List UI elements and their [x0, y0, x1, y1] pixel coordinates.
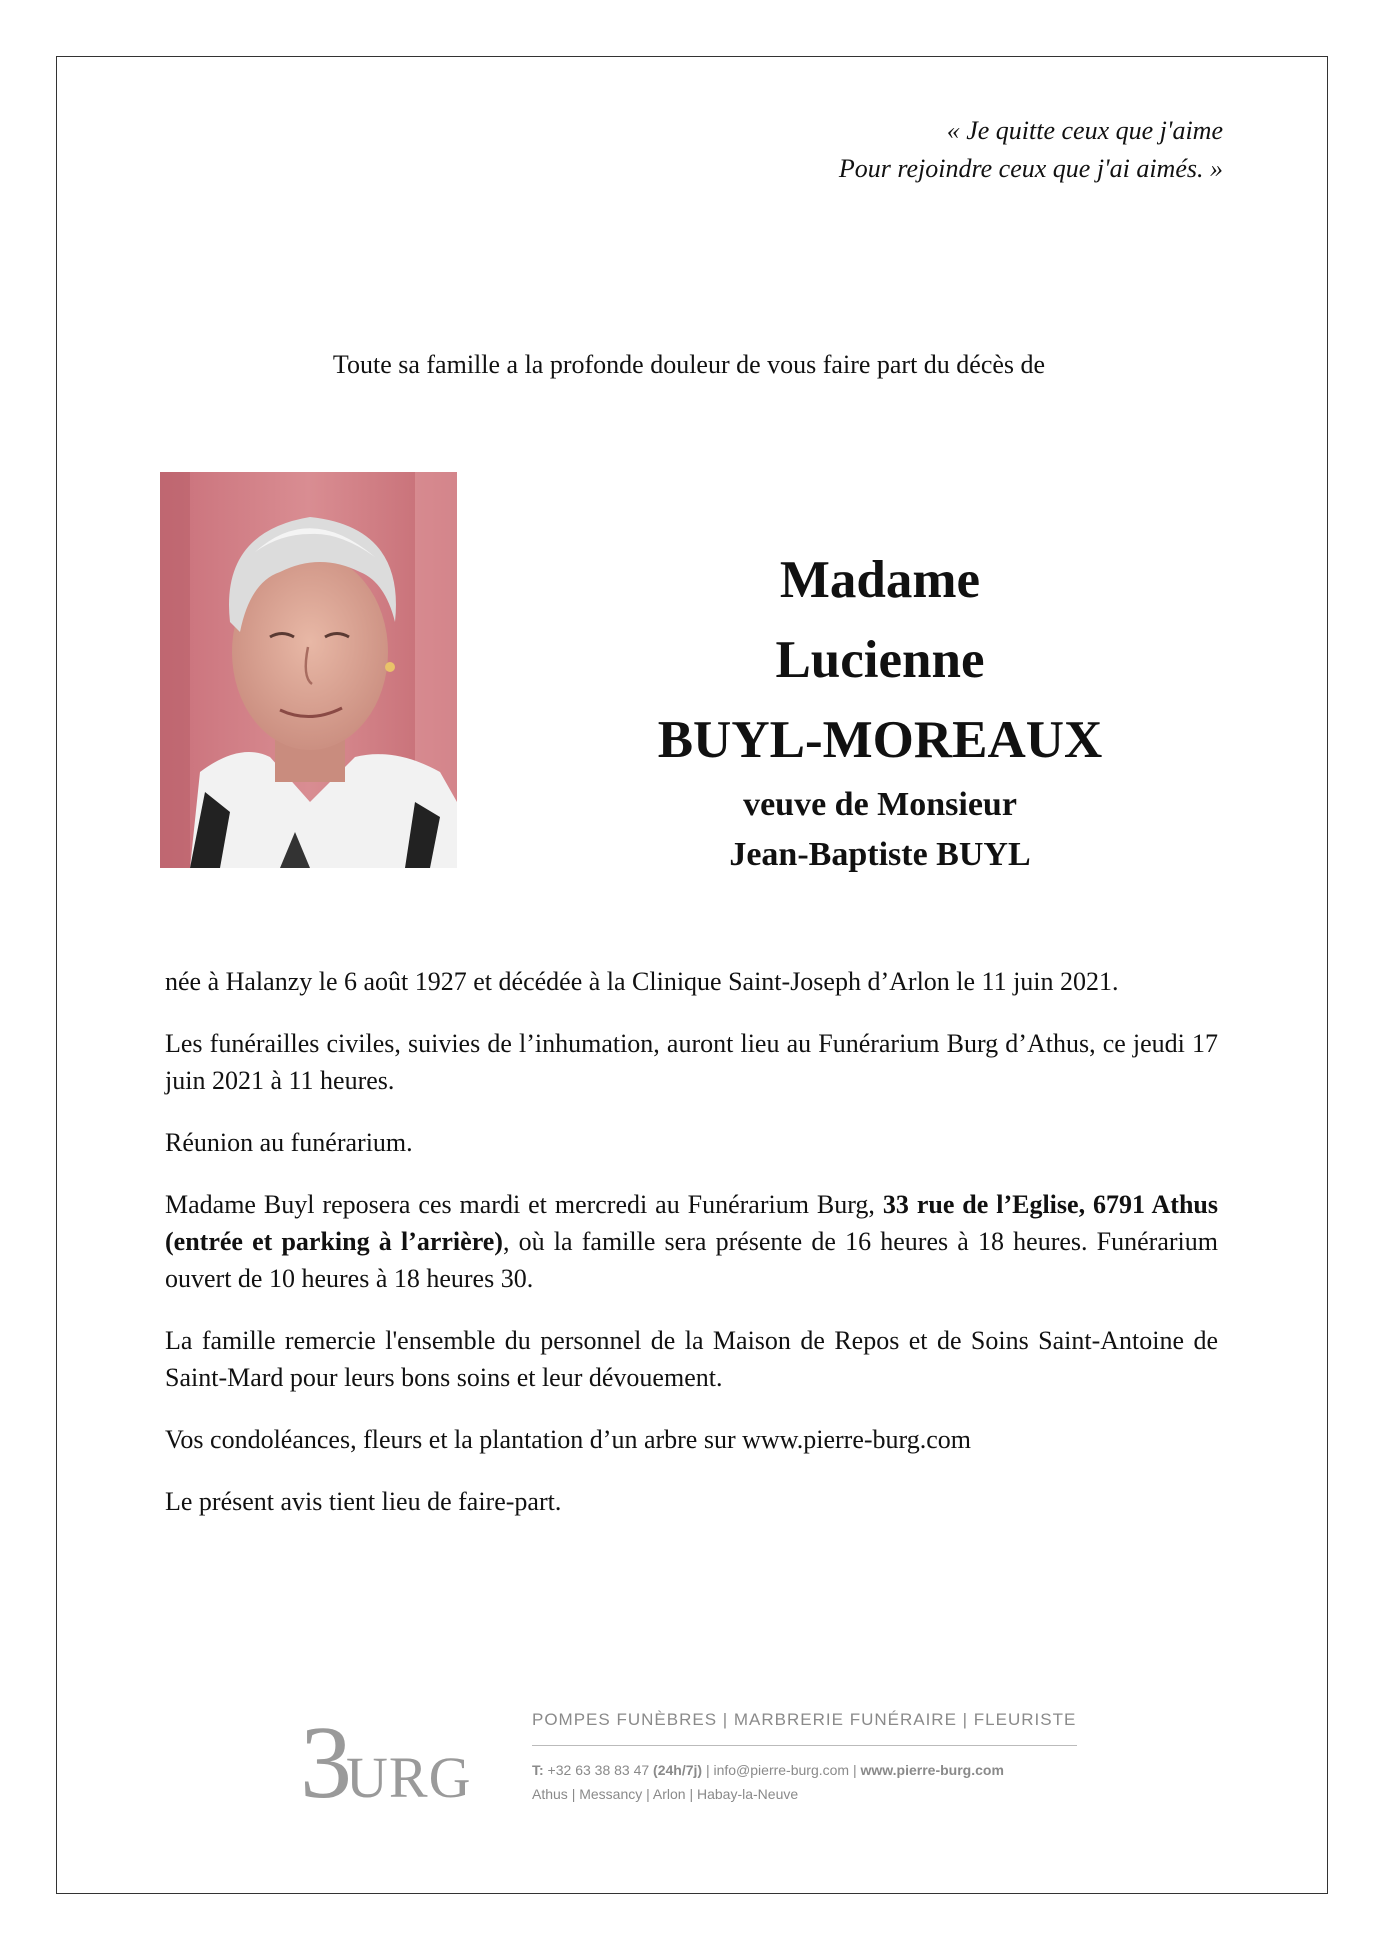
footer-info	[532, 1705, 1077, 1806]
quote-line-2: Pour rejoindre ceux que j'ai aimés. »	[838, 154, 1223, 183]
visitation-address: 33 rue de l’Eglise, 6791 Athus (entrée et parking à l’arrière)	[165, 1190, 1218, 1256]
funeral-paragraph: Les funérailles civiles, suivies de l’inhumation, auront lieu au Funérarium Burg d’Athus, ce jeudi 17 juin 2021 à 11 heures.	[165, 1029, 1218, 1095]
deceased-name-block	[590, 540, 1170, 880]
phone-label: T:	[532, 1762, 544, 1778]
surname: BUYL-MOREAUX	[657, 711, 1103, 769]
visitation-text-start: Madame Buyl reposera ces mardi et mercredi au Funérarium Burg,	[165, 1190, 883, 1219]
towns-line: Athus | Messancy | Arlon | Habay-la-Neuve	[532, 1786, 799, 1802]
portrait-photo	[160, 472, 457, 868]
visitation-paragraph	[165, 1186, 1218, 1297]
svg-text:URG: URG	[346, 1745, 472, 1810]
visitation-text-end: , où la famille sera présente de 16 heures à 18 heures. Funérarium ouvert de 10 heures à 18 heures 30.	[165, 1227, 1218, 1293]
announcement-intro: Toute sa famille a la profonde douleur de vous faire part du décès de	[332, 350, 1046, 379]
honorific: Madame	[779, 551, 981, 609]
footer-divider	[532, 1745, 1077, 1746]
footer	[300, 1705, 1100, 1835]
website-link[interactable]: www.pierre-burg.com	[860, 1762, 1004, 1778]
phone-hours: (24h/7j)	[653, 1762, 703, 1778]
burg-logo	[300, 1705, 490, 1815]
phone-number: +32 63 38 83 47	[543, 1762, 654, 1778]
meeting-paragraph: Réunion au funérarium.	[165, 1128, 413, 1157]
thanks-paragraph: La famille remercie l'ensemble du personnel de la Maison de Repos et de Soins Saint-Antoine de Saint-Mard pour leurs bons soins et leur dévouement.	[165, 1326, 1218, 1392]
quote-line-1: « Je quitte ceux que j'aime	[946, 116, 1223, 145]
spouse-name: Jean-Baptiste BUYL	[729, 836, 1031, 873]
svg-text:3: 3	[300, 1705, 352, 1815]
notice-paragraph: Le présent avis tient lieu de faire-part.	[165, 1487, 562, 1516]
first-name: Lucienne	[775, 631, 985, 689]
birth-death-paragraph: née à Halanzy le 6 août 1927 et décédée à la Clinique Saint-Joseph d’Arlon le 11 juin 2021.	[165, 967, 1119, 996]
services-line: POMPES FUNÈBRES | MARBRERIE FUNÉRAIRE | FLEURISTE	[532, 1710, 1077, 1729]
condolences-paragraph: Vos condoléances, fleurs et la plantation d’un arbre sur www.pierre-burg.com	[165, 1425, 971, 1454]
widow-line: veuve de Monsieur	[743, 786, 1017, 823]
epigraph-quote	[839, 112, 1223, 188]
email-address[interactable]: | info@pierre-burg.com |	[702, 1762, 861, 1778]
contact-line	[532, 1758, 1077, 1782]
notice-body	[165, 963, 1218, 1545]
